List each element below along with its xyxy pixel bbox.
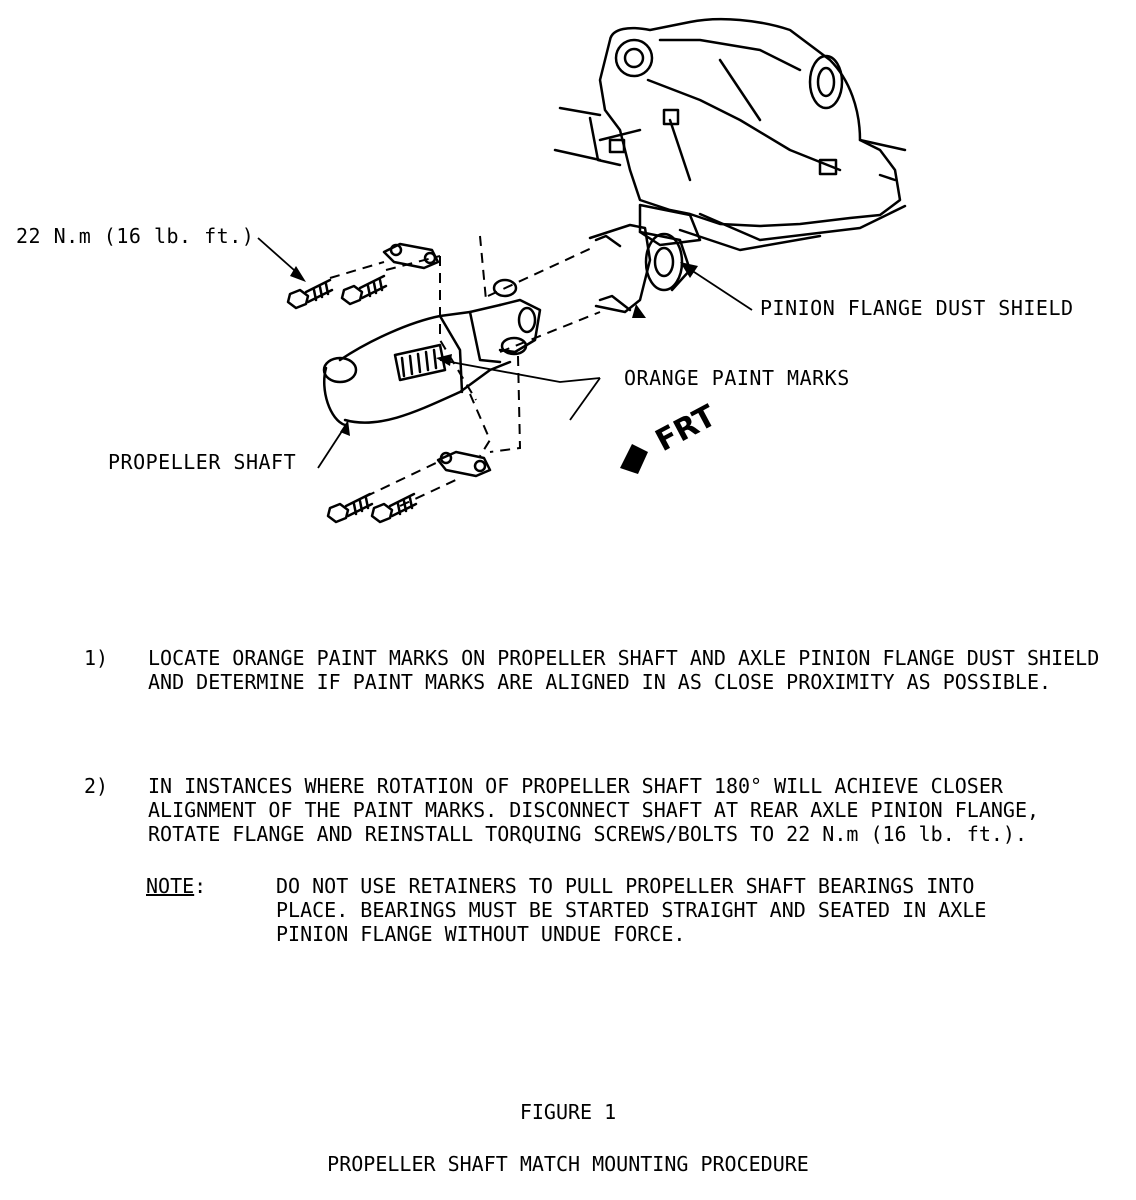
bearing-straps xyxy=(384,244,490,476)
figure-title: PROPELLER SHAFT MATCH MOUNTING PROCEDURE xyxy=(327,1152,809,1176)
pinion-flange xyxy=(590,225,690,312)
step-text: IN INSTANCES WHERE ROTATION OF PROPELLER SHAFT 180° WILL ACHIEVE CLOSER ALIGNMENT OF THE PAINT MARKS. DISCONNECT SHAFT AT REAR AXLE PINION FLANGE, ROTATE FLANGE AND REINSTALL TORQUING SCREWS/BOLTS TO 22 N.m (16 lb. ft.). xyxy=(148,774,1040,846)
note-text: DO NOT USE RETAINERS TO PULL PROPELLER SHAFT BEARINGS INTO PLACE. BEARINGS MUST BE STARTED STRAIGHT AND SEATED IN AXLE PINION FLANGE WITHOUT UNDUE FORCE. xyxy=(276,874,987,946)
bolts xyxy=(288,276,416,522)
front-direction-label: FRT xyxy=(650,398,722,459)
assembly-lines xyxy=(330,236,600,506)
step-number: 2) xyxy=(84,774,109,798)
front-arrow-icon xyxy=(620,444,648,474)
figure-number: FIGURE 1 xyxy=(519,1100,617,1124)
differential-housing xyxy=(555,19,905,250)
note-label: NOTE: xyxy=(146,874,207,898)
orange-paint-marks-callout: ORANGE PAINT MARKS xyxy=(624,366,850,390)
step-number: 1) xyxy=(84,646,109,670)
step-text: LOCATE ORANGE PAINT MARKS ON PROPELLER SHAFT AND AXLE PINION FLANGE DUST SHIELD AND DETERMINE IF PAINT MARKS ARE ALIGNED IN AS CLOSE PROXIMITY AS POSSIBLE. xyxy=(148,646,1100,694)
pinion-flange-dust-shield-callout: PINION FLANGE DUST SHIELD xyxy=(760,296,1074,320)
propeller-shaft-callout: PROPELLER SHAFT xyxy=(108,450,297,474)
torque-callout: 22 N.m (16 lb. ft.) xyxy=(16,224,255,248)
